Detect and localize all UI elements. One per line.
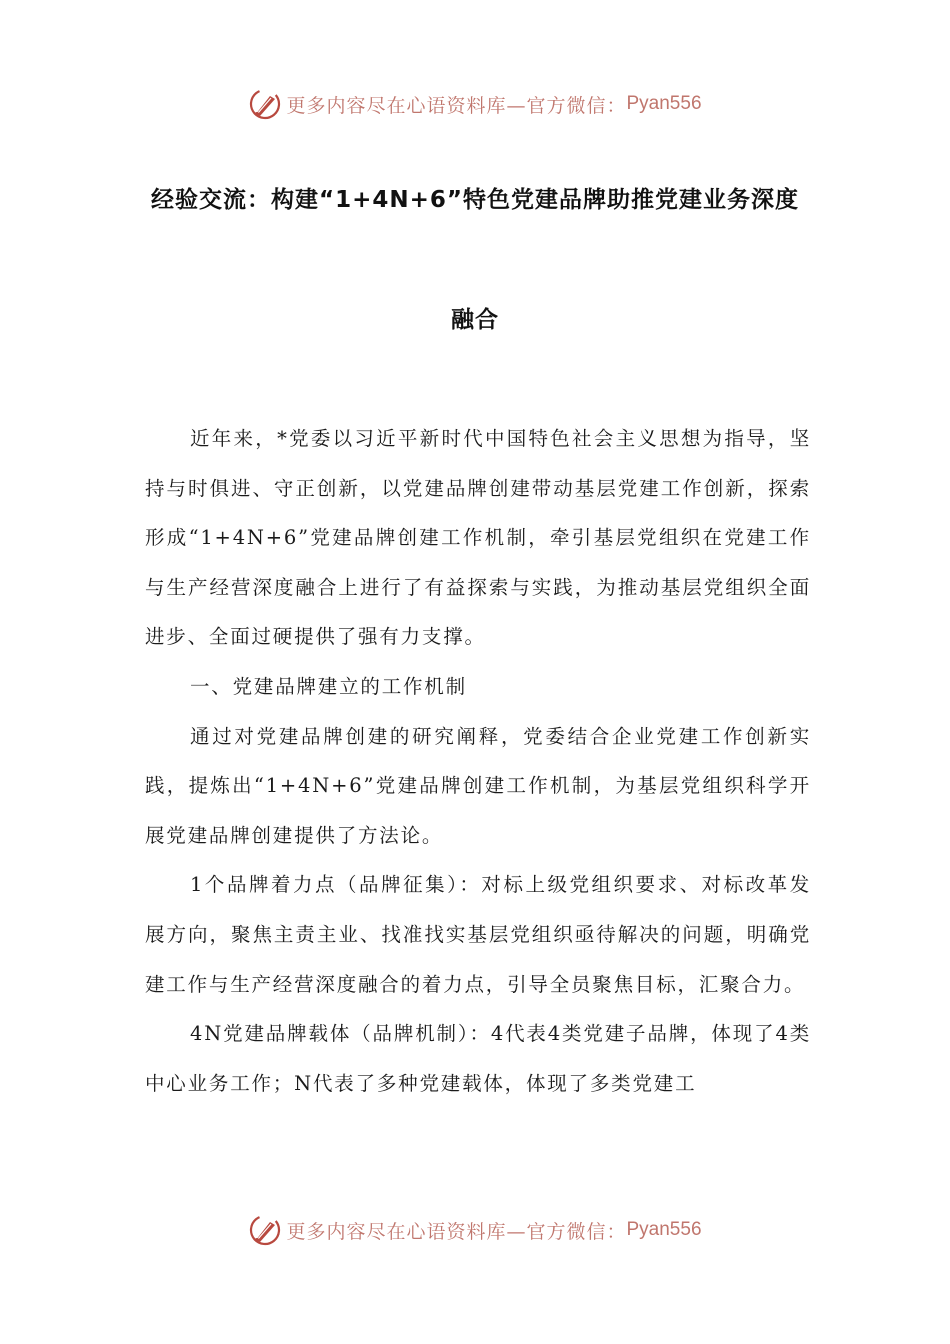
header-banner [0, 84, 950, 124]
paragraph-brand-focus: 1个品牌着力点（品牌征集）：对标上级党组织要求、对标改革发展方向，聚焦主责主业、找准找实基层党组织亟待解决的问题，明确党建工作与生产经营深度融合的着力点，引导全员聚焦目标，汇聚合力。 [145, 873, 811, 996]
banner-text: 更多内容尽在心语资料库—官方微信： [286, 94, 627, 117]
paragraph-brand-carrier: 4N党建品牌载体（品牌机制）：4代表4类党建子品牌，体现了4类中心业务工作；N代表了多种党建载体，体现了多类党建工 [145, 1022, 811, 1095]
pen-nib-logo-icon [248, 1213, 282, 1247]
wechat-id: Pyan556 [626, 93, 702, 114]
paragraph-intro: 近年来，*党委以习近平新时代中国特色社会主义思想为指导，坚持与时俱进、守正创新，以党建品牌创建带动基层党建工作创新，探索形成“1+4N+6”党建品牌创建工作机制，牵引基层党组织在党建工作与生产经营深度融合上进行了有益探索与实践，为推动基层党组织全面进步、全面过硬提供了强有力支撑。 [145, 427, 811, 649]
wechat-id: Pyan556 [626, 1219, 702, 1240]
document-title-line-1: 经验交流：构建“1+4N+6”特色党建品牌助推党建业务深度 [150, 187, 800, 213]
banner-text: 更多内容尽在心语资料库—官方微信： [286, 1220, 627, 1243]
document-body [145, 414, 811, 1108]
paragraph-mechanism: 通过对党建品牌创建的研究阐释，党委结合企业党建工作创新实践，提炼出“1+4N+6”党建品牌创建工作机制，为基层党组织科学开展党建品牌创建提供了方法论。 [145, 724, 811, 847]
document-title-line-2: 融合 [451, 307, 499, 333]
footer-banner [0, 1210, 950, 1250]
pen-nib-logo-icon [248, 87, 282, 121]
section-heading-1: 一、党建品牌建立的工作机制 [190, 674, 467, 698]
